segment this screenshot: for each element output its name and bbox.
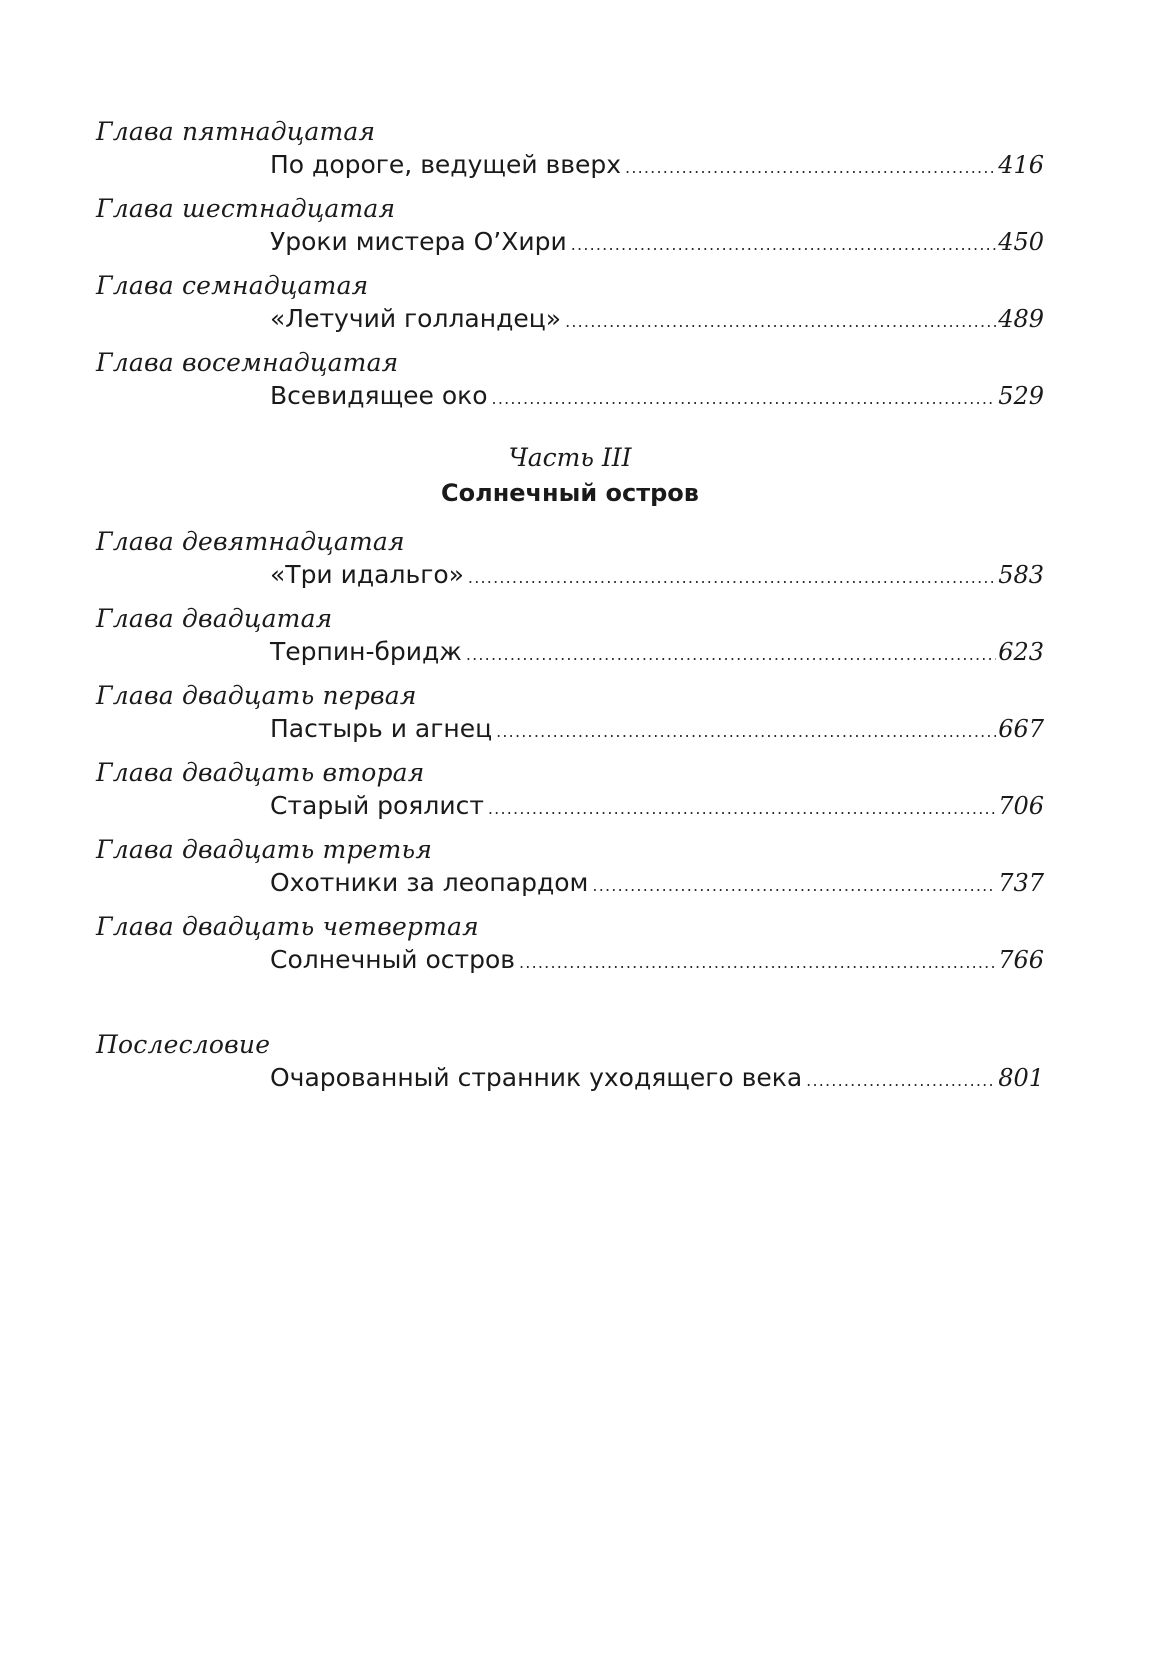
page-number: 450: [998, 228, 1044, 256]
afterword-label: Послесловие: [96, 1030, 271, 1059]
leader-dots: [492, 384, 997, 414]
page-number: 667: [998, 715, 1044, 743]
toc-entry[interactable]: [270, 945, 1044, 978]
leader-dots: [625, 153, 996, 183]
toc-entry[interactable]: [270, 791, 1044, 824]
chapter-label: Глава двадцать третья: [96, 835, 433, 864]
chapter-label: Глава семнадцатая: [96, 271, 369, 300]
leader-dots: [806, 1066, 996, 1096]
entry-title: Терпин-бридж: [270, 637, 462, 666]
entry-title: По дороге, ведущей вверх: [270, 150, 622, 179]
leader-dots: [592, 871, 996, 901]
toc-entry[interactable]: [270, 150, 1044, 183]
page-number: 529: [998, 382, 1044, 410]
page-number: 416: [998, 151, 1044, 179]
page-number: 706: [998, 792, 1044, 820]
toc-entry[interactable]: [270, 381, 1044, 414]
entry-title: Уроки мистера О’Хири: [270, 227, 567, 256]
toc-entry[interactable]: [270, 304, 1044, 337]
chapter-label: Глава пятнадцатая: [96, 117, 376, 146]
leader-dots: [565, 307, 996, 337]
entry-title: Старый роялист: [270, 791, 484, 820]
chapter-label: Глава двадцать четвертая: [96, 912, 479, 941]
page-number: 489: [998, 305, 1044, 333]
toc-entry-afterword[interactable]: [270, 1063, 1044, 1096]
leader-dots: [488, 794, 996, 824]
leader-dots: [519, 948, 996, 978]
page-number: 623: [998, 638, 1044, 666]
leader-dots: [571, 230, 996, 260]
chapter-label: Глава шестнадцатая: [96, 194, 396, 223]
entry-title: «Летучий голландец»: [270, 304, 562, 333]
entry-title: Охотники за леопардом: [270, 868, 589, 897]
page-number: 583: [998, 561, 1044, 589]
page-number: 737: [998, 869, 1044, 897]
part-title: Солнечный остров: [441, 479, 699, 507]
entry-title: Всевидящее око: [270, 381, 488, 410]
page-number: 766: [998, 946, 1044, 974]
page-number: 801: [998, 1064, 1044, 1092]
toc-entry[interactable]: [270, 868, 1044, 901]
leader-dots: [468, 563, 996, 593]
chapter-label: Глава девятнадцатая: [96, 527, 405, 556]
toc-entry[interactable]: [270, 560, 1044, 593]
chapter-label: Глава двадцать вторая: [96, 758, 425, 787]
entry-title: Солнечный остров: [270, 945, 516, 974]
entry-title: Очарованный странник уходящего века: [270, 1063, 803, 1092]
toc-entry[interactable]: [270, 227, 1044, 260]
leader-dots: [496, 717, 996, 747]
entry-title: «Три идальго»: [270, 560, 464, 589]
chapter-label: Глава двадцать первая: [96, 681, 417, 710]
chapter-label: Глава двадцатая: [96, 604, 333, 633]
chapter-label: Глава восемнадцатая: [96, 348, 399, 377]
toc-entry[interactable]: [270, 714, 1044, 747]
toc-entry[interactable]: [270, 637, 1044, 670]
part-label: Часть III: [508, 443, 632, 472]
leader-dots: [466, 640, 996, 670]
entry-title: Пастырь и агнец: [270, 714, 493, 743]
